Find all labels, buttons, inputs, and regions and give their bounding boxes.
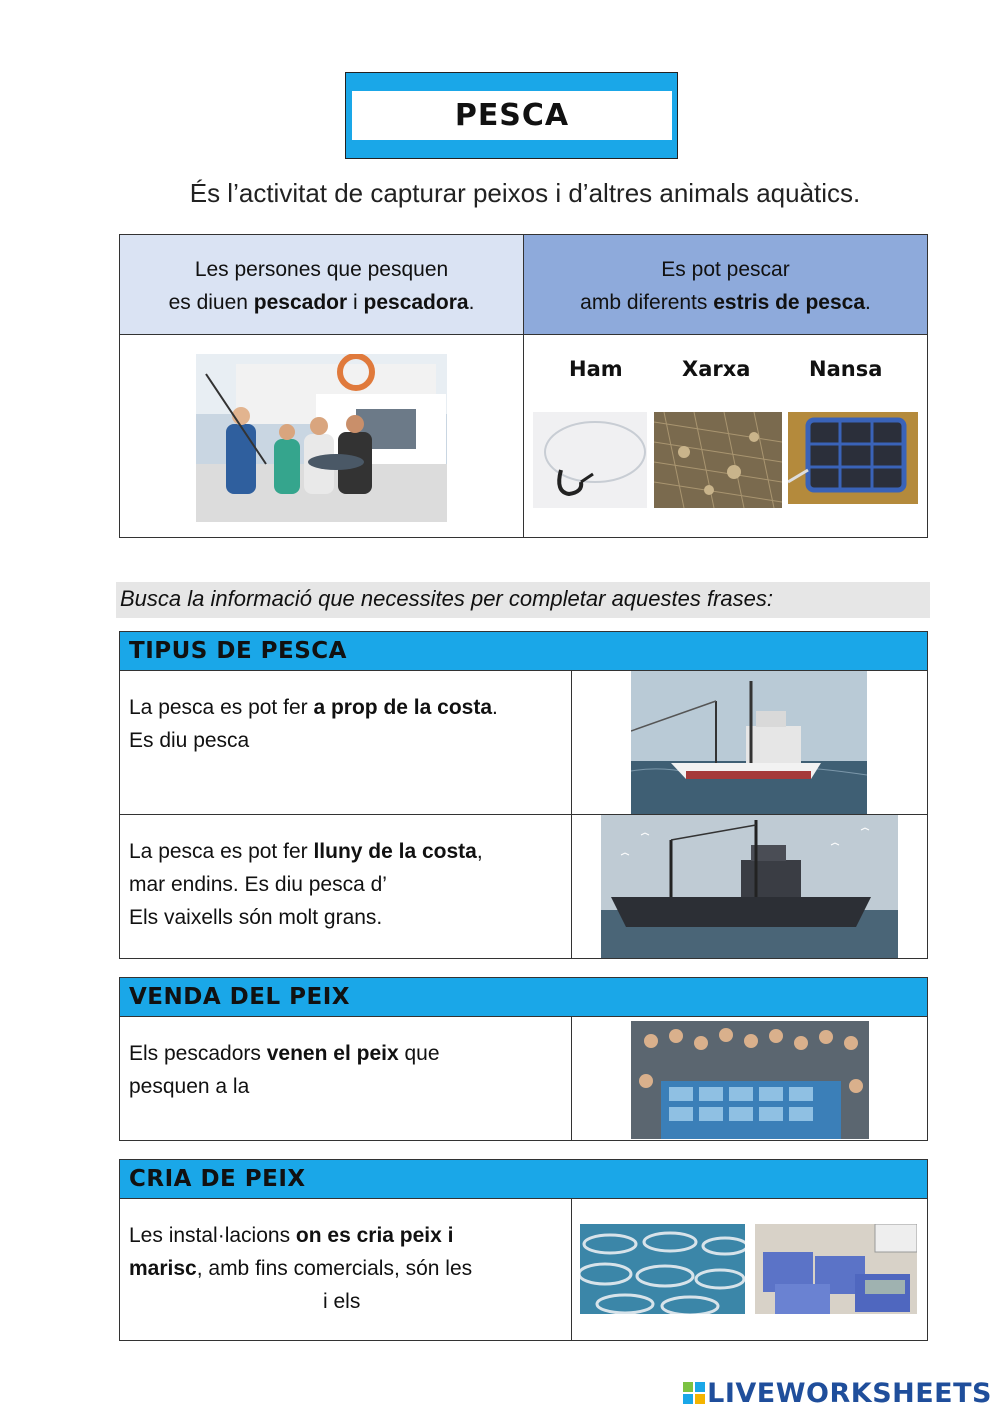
fish-auction-photo — [631, 1021, 869, 1139]
fish-farming-line2: marisc, amb fins comercials, són les — [129, 1257, 473, 1280]
coastal-fishing-photo-cell — [571, 670, 928, 815]
fish-tanks-photo — [755, 1224, 917, 1314]
tool-label-nansa: Nansa — [809, 357, 883, 381]
people-header-cell — [119, 234, 524, 335]
section-header-cria: CRIA DE PEIX — [119, 1159, 928, 1199]
offshore-fishing-line2: mar endins. Es diu pesca d’ — [129, 873, 387, 896]
fish-farming-line1: Les instal·lacions on es cria peix i — [129, 1224, 454, 1247]
coastal-fishing-line2: Es diu pesca — [129, 729, 250, 752]
hook-photo — [533, 412, 647, 508]
people-header-line1: Les persones que pesquen — [194, 258, 449, 281]
offshore-fishing-line3: Els vaixells són molt grans. — [129, 906, 383, 929]
offshore-fishing-text-cell — [119, 814, 572, 959]
fish-sale-line2: pesquen a la — [129, 1075, 250, 1098]
trap-photo — [788, 412, 918, 504]
tool-label-xarxa: Xarxa — [682, 357, 751, 381]
people-header-line2: es diuen pescador i pescadora. — [168, 291, 475, 314]
trawler-photo — [601, 815, 898, 958]
section-header-venda: VENDA DEL PEIX — [119, 977, 928, 1017]
tools-cell — [523, 334, 928, 538]
page-title: PESCA — [352, 91, 672, 140]
fish-farming-line3: i els — [323, 1290, 361, 1313]
coastal-fishing-line1: La pesca es pot fer a prop de la costa. — [129, 696, 498, 719]
tools-header-line1: Es pot pescar — [661, 258, 790, 281]
offshore-fishing-line1: La pesca es pot fer lluny de la costa, — [129, 840, 483, 863]
liveworksheets-logo-text: LIVEWORKSHEETS — [707, 1378, 992, 1409]
tool-label-ham: Ham — [569, 357, 623, 381]
tools-header-line2: amb diferents estris de pesca. — [580, 291, 871, 314]
offshore-fishing-photo-cell — [571, 814, 928, 959]
fish-farming-text-cell — [119, 1198, 572, 1341]
fish-sale-photo-cell — [571, 1016, 928, 1141]
fish-sale-text-cell — [119, 1016, 572, 1141]
tools-header-cell — [523, 234, 928, 335]
coastal-fishing-text-cell — [119, 670, 572, 815]
liveworksheets-logo — [683, 1378, 992, 1409]
section-header-tipus: TIPUS DE PESCA — [119, 631, 928, 671]
sea-cages-photo — [580, 1224, 745, 1314]
fish-farming-photo-cell — [571, 1198, 928, 1341]
coastal-boat-photo — [631, 671, 867, 814]
instruction-bar: Busca la informació que necessites per completar aquestes frases: — [116, 582, 930, 618]
liveworksheets-logo-icon — [683, 1380, 705, 1402]
fishers-boat-photo — [196, 354, 447, 522]
net-photo — [654, 412, 782, 508]
fish-sale-line1: Els pescadors venen el peix que — [129, 1042, 440, 1065]
fishers-photo-cell — [119, 334, 524, 538]
definition-text: És l’activitat de capturar peixos i d’altres animals aquàtics. — [189, 178, 861, 208]
